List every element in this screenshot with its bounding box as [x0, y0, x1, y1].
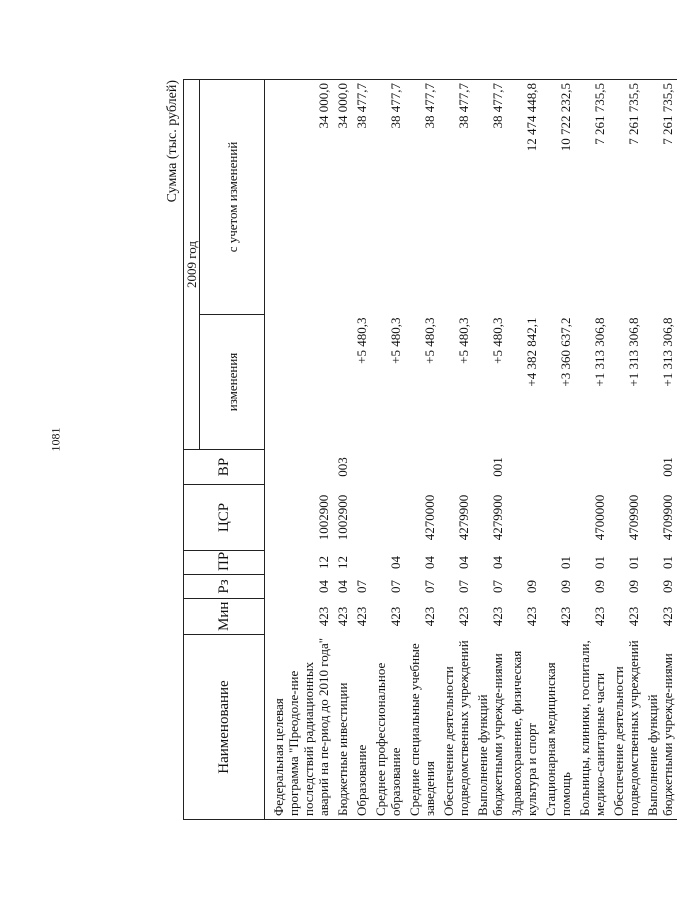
row-csr: 4279900 [490, 494, 505, 541]
row-csr: 4270000 [422, 494, 437, 541]
row-pr [507, 551, 541, 575]
row-change: +3 360 637,2 [558, 317, 573, 387]
row-rz: 09 [660, 580, 675, 593]
row-csr [371, 485, 405, 551]
header-changes: изменения [200, 315, 265, 450]
row-total: 34 000,0 [269, 80, 333, 315]
row-name: Образование [352, 635, 371, 820]
row-csr: 1002900 [316, 494, 331, 541]
row-vr [352, 450, 371, 485]
row-vr [575, 450, 609, 485]
row-total: 38 477,7 [473, 80, 507, 315]
row-name: Среднее профессиональное образование [371, 635, 405, 820]
table-row [405, 80, 439, 820]
row-min: 423 [490, 606, 505, 627]
row-pr: 01 [660, 556, 675, 569]
row-rz: 07 [490, 580, 505, 593]
row-total: 7 261 735,5 [575, 80, 609, 315]
row-min: 423 [316, 606, 331, 627]
row-pr: 01 [592, 556, 607, 569]
row-change: +1 313 306,8 [660, 317, 675, 387]
page-number: 1081 [48, 427, 63, 452]
header-name: Наименование [184, 635, 265, 820]
table-row [352, 80, 371, 820]
row-min: 423 [592, 606, 607, 627]
row-rz: 09 [558, 580, 573, 593]
row-total: 38 477,7 [371, 80, 405, 315]
header-year: 2009 год [184, 80, 200, 450]
row-rz: 07 [456, 580, 471, 593]
row-csr [541, 485, 575, 551]
row-min: 423 [558, 606, 573, 627]
row-rz: 07 [388, 580, 403, 593]
row-min: 423 [660, 606, 675, 627]
table-row [575, 80, 609, 820]
row-csr: 4700000 [592, 494, 607, 541]
row-total: 7 261 735,5 [643, 80, 677, 315]
table-row [371, 80, 405, 820]
row-csr: 1002900 [335, 494, 350, 541]
row-vr: 003 [335, 457, 350, 477]
row-vr [439, 450, 473, 485]
table-body [265, 80, 677, 820]
row-vr [405, 450, 439, 485]
table-row [333, 80, 352, 820]
row-min: 423 [422, 606, 437, 627]
table-header [184, 80, 265, 820]
row-total: 10 722 232,5 [541, 80, 575, 315]
table-row [439, 80, 473, 820]
rotated-document [165, 80, 675, 820]
row-name: Средние специальные учебные заведения [405, 635, 439, 820]
row-min: 423 [626, 606, 641, 627]
row-total: 12 474 448,8 [507, 80, 541, 315]
row-rz: 04 [335, 580, 350, 593]
row-pr: 12 [335, 556, 350, 569]
header-rz: Рз [184, 575, 265, 599]
row-change: +5 480,3 [354, 317, 369, 364]
row-rz: 07 [422, 580, 437, 593]
row-name: Выполнение функций бюджетными учрежде-ниями [473, 635, 507, 820]
row-change: +1 313 306,8 [626, 317, 641, 387]
row-vr [371, 450, 405, 485]
row-total: 38 477,7 [439, 80, 473, 315]
table-row [643, 80, 677, 820]
row-pr: 01 [626, 556, 641, 569]
row-rz: 09 [626, 580, 641, 593]
row-name: Больницы, клиники, госпитали, медико-санитарные части [575, 635, 609, 820]
row-pr: 04 [388, 556, 403, 569]
row-csr: 4709900 [626, 494, 641, 541]
row-name: Стационарная медицинская помощь [541, 635, 575, 820]
row-change: +1 313 306,8 [592, 317, 607, 387]
row-name: Обеспечение деятельности подведомственных учреждений [439, 635, 473, 820]
row-rz: 09 [524, 580, 539, 593]
row-rz: 04 [316, 580, 331, 593]
row-pr: 01 [558, 556, 573, 569]
row-csr [352, 485, 371, 551]
row-min: 423 [354, 606, 369, 627]
row-change [333, 315, 352, 450]
row-change [269, 315, 333, 450]
row-change: +4 382 842,1 [524, 317, 539, 387]
row-csr: 4279900 [456, 494, 471, 541]
row-csr [507, 485, 541, 551]
row-vr [609, 450, 643, 485]
table-row [507, 80, 541, 820]
table-row [541, 80, 575, 820]
row-min: 423 [524, 606, 539, 627]
row-pr: 04 [422, 556, 437, 569]
row-rz: 09 [592, 580, 607, 593]
table-row [473, 80, 507, 820]
row-name: Бюджетные инвестиции [333, 635, 352, 820]
row-name: Выполнение функций бюджетными учрежде-ниями [643, 635, 677, 820]
row-vr [507, 450, 541, 485]
row-csr: 4709900 [660, 494, 675, 541]
table-row [269, 80, 333, 820]
row-total: 38 477,7 [352, 80, 371, 315]
row-name: Здравоохранение, физическая культура и спорт [507, 635, 541, 820]
row-vr [269, 450, 333, 485]
row-pr: 04 [456, 556, 471, 569]
row-change: +5 480,3 [490, 317, 505, 364]
header-total: с учетом изменений [200, 80, 265, 315]
row-total: 34 000,0 [333, 80, 352, 315]
budget-table [183, 79, 677, 820]
row-total: 38 477,7 [405, 80, 439, 315]
row-total: 7 261 735,5 [609, 80, 643, 315]
row-pr: 04 [490, 556, 505, 569]
table-row [609, 80, 643, 820]
row-vr: 001 [660, 457, 675, 477]
row-rz: 07 [354, 580, 369, 593]
header-vr: ВР [184, 450, 265, 485]
header-csr: ЦСР [184, 485, 265, 551]
header-pr: ПР [184, 551, 265, 575]
row-pr [352, 551, 371, 575]
row-pr: 12 [316, 556, 331, 569]
row-vr [541, 450, 575, 485]
row-name: Федеральная целевая программа "Преодоле-ние последствий радиационных аварий на пе-риод до 2010 года" [269, 635, 333, 820]
row-change: +5 480,3 [456, 317, 471, 364]
row-change: +5 480,3 [422, 317, 437, 364]
row-name: Обеспечение деятельности подведомственных учреждений [609, 635, 643, 820]
row-change: +5 480,3 [388, 317, 403, 364]
units-caption: Сумма (тыс. рублей) [165, 80, 180, 203]
row-vr: 001 [490, 457, 505, 477]
row-min: 423 [388, 606, 403, 627]
row-min: 423 [456, 606, 471, 627]
row-min: 423 [335, 606, 350, 627]
header-min: Мин [184, 599, 265, 635]
